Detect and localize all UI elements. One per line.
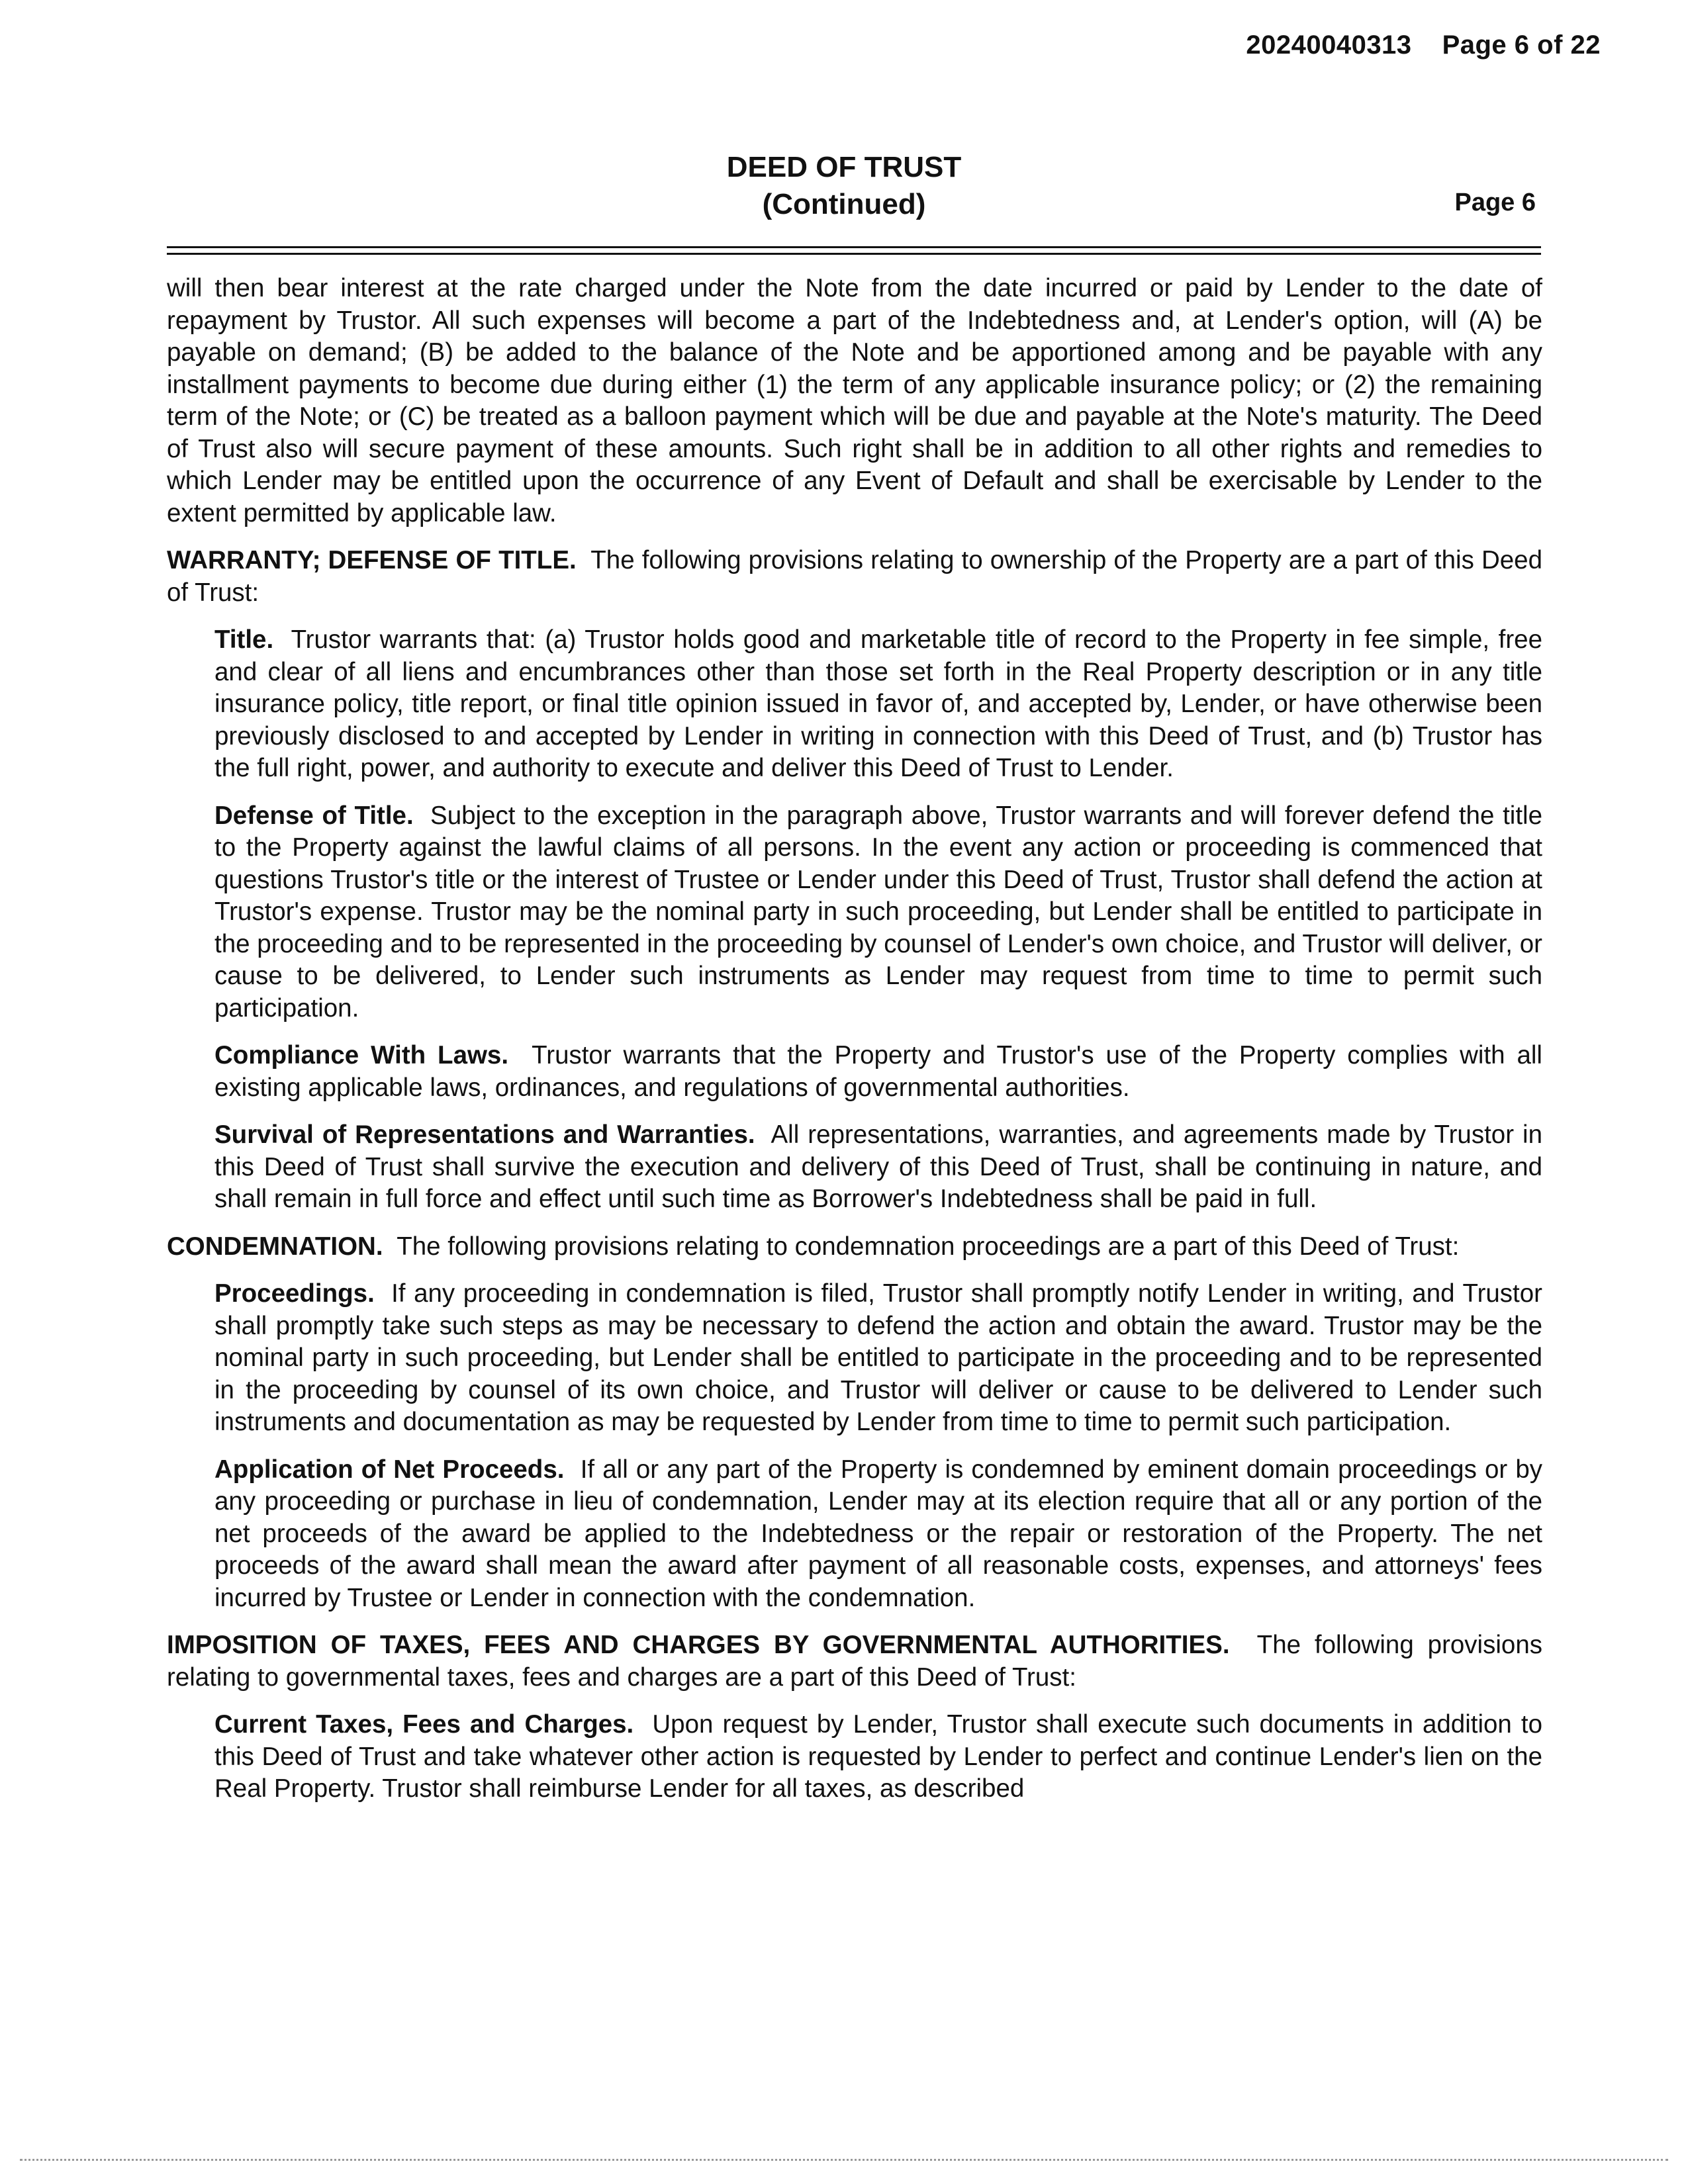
subsection-text: Subject to the exception in the paragraph above, Trustor warrants and will forever defend the title to the Property against the lawful claims of all persons. In the event any action or proceeding is commenced that questions Trustor's title or the interest of Trustee or Lender under this Deed of Trust, Trustor shall defend the action at Trustor's expense. Trustor may be the nominal party in such proceeding, but Lender shall be entitled to participate in the proceeding and to be represented in the proceeding by counsel of Lender's own choice, and Trustor will deliver, or cause to be delivered, to Lender such instruments as Lender may request from time to time to permit such participation. [214,801,1542,1023]
section-warranty-defense-of-title [167,545,1542,609]
subsection-heading: Compliance With Laws. [214,1041,509,1069]
header-rule-top [167,246,1541,248]
subsection-text: If all or any part of the Property is condemned by eminent domain proceedings or by any proceeding or purchase in lieu of condemnation, Lender may at its election require that all or any portion of the net proceeds of the award be applied to the Indebtedness or the repair or restoration of the Property. The net proceeds of the award shall mean the award after payment of all reasonable costs, expenses, and attorneys' fees incurred by Trustee or Lender in connection with the condemnation. [214,1455,1542,1612]
document-body [167,273,1542,1821]
subsection-defense-of-title [214,800,1542,1025]
subsection-application-of-net-proceeds [214,1454,1542,1615]
subsection-heading: Title. [214,625,274,654]
section-imposition-of-taxes [167,1629,1542,1694]
subsection-current-taxes [214,1709,1542,1805]
section-text: The following provisions relating to condemnation proceedings are a part of this Deed of Trust: [397,1232,1460,1261]
subsection-text: Trustor warrants that the Property and Trustor's use of the Property complies with all existing applicable laws, ordinances, and regulations of governmental authorities. [214,1041,1542,1102]
document-title: DEED OF TRUST [726,151,962,183]
page-label: Page 6 [1454,189,1536,216]
subsection-heading: Proceedings. [214,1279,375,1308]
recording-header [1246,30,1601,60]
section-heading: WARRANTY; DEFENSE OF TITLE. [167,546,577,574]
subsection-heading: Application of Net Proceeds. [214,1455,565,1484]
document-title-block [0,149,1688,223]
subsection-text: All representations, warranties, and agreements made by Trustor in this Deed of Trust shall survive the execution and delivery of this Deed of Trust, shall be continuing in nature, and shall remain in full force and effect until such time as Borrower's Indebtedness shall be paid in full. [214,1120,1542,1213]
subsection-title [214,624,1542,785]
header-rule-bottom [167,253,1541,255]
subsection-heading: Defense of Title. [214,801,414,830]
page-count: Page 6 of 22 [1442,30,1601,60]
section-text: The following provisions relating to governmental taxes, fees and charges are a part of this Deed of Trust: [167,1631,1542,1692]
section-text: The following provisions relating to ownership of the Property are a part of this Deed of Trust: [167,546,1542,607]
recording-number: 20240040313 [1246,30,1412,60]
subsection-proceedings [214,1278,1542,1439]
subsection-heading: Current Taxes, Fees and Charges. [214,1710,634,1739]
subsection-survival-of-representations [214,1119,1542,1216]
document-subtitle: (Continued) [762,188,926,220]
scan-artifact-line [20,2159,1668,2161]
section-heading: CONDEMNATION. [167,1232,383,1261]
section-condemnation [167,1231,1542,1263]
paragraph-continued-expenses [167,273,1542,529]
subsection-text: Upon request by Lender, Trustor shall execute such documents in addition to this Deed of Trust and take whatever other action is requested by Lender to perfect and continue Lender's lien on the Real Property. Trustor shall reimburse Lender for all taxes, as described [214,1710,1542,1803]
subsection-compliance-with-laws [214,1040,1542,1104]
paragraph-text: will then bear interest at the rate charged under the Note from the date incurred or paid by Lender to the date of repayment by Trustor. All such expenses will become a part of the Indebtedness and, at Lender's option, will (A) be payable on demand; (B) be added to the balance of the Note and be apportioned among and be payable with any installment payments to become due during either (1) the term of any applicable insurance policy; or (2) the remaining term of the Note; or (C) be treated as a balloon payment which will be due and payable at the Note's maturity. The Deed of Trust also will secure payment of these amounts. Such right shall be in addition to all other rights and remedies to which Lender may be entitled upon the occurrence of any Event of Default and shall be exercisable by Lender to the extent permitted by applicable law. [167,274,1542,527]
subsection-heading: Survival of Representations and Warranties. [214,1120,755,1149]
subsection-text: If any proceeding in condemnation is filed, Trustor shall promptly notify Lender in writing, and Trustor shall promptly take such steps as may be necessary to defend the action and obtain the award. Trustor may be the nominal party in such proceeding, but Lender shall be entitled to participate in the proceeding and to be represented in the proceeding by counsel of its own choice, and Trustor will deliver or cause to be delivered to Lender such instruments and documentation as may be requested by Lender from time to time to permit such participation. [214,1279,1542,1436]
section-heading: IMPOSITION OF TAXES, FEES AND CHARGES BY GOVERNMENTAL AUTHORITIES. [167,1631,1230,1659]
subsection-text: Trustor warrants that: (a) Trustor holds good and marketable title of record to the Property in fee simple, free and clear of all liens and encumbrances other than those set forth in the Real Property description or in any title insurance policy, title report, or final title opinion issued in favor of, and accepted by, Lender, or have otherwise been previously disclosed to and accepted by Lender in writing in connection with this Deed of Trust, and (b) Trustor has the full right, power, and authority to execute and deliver this Deed of Trust to Lender. [214,625,1542,782]
